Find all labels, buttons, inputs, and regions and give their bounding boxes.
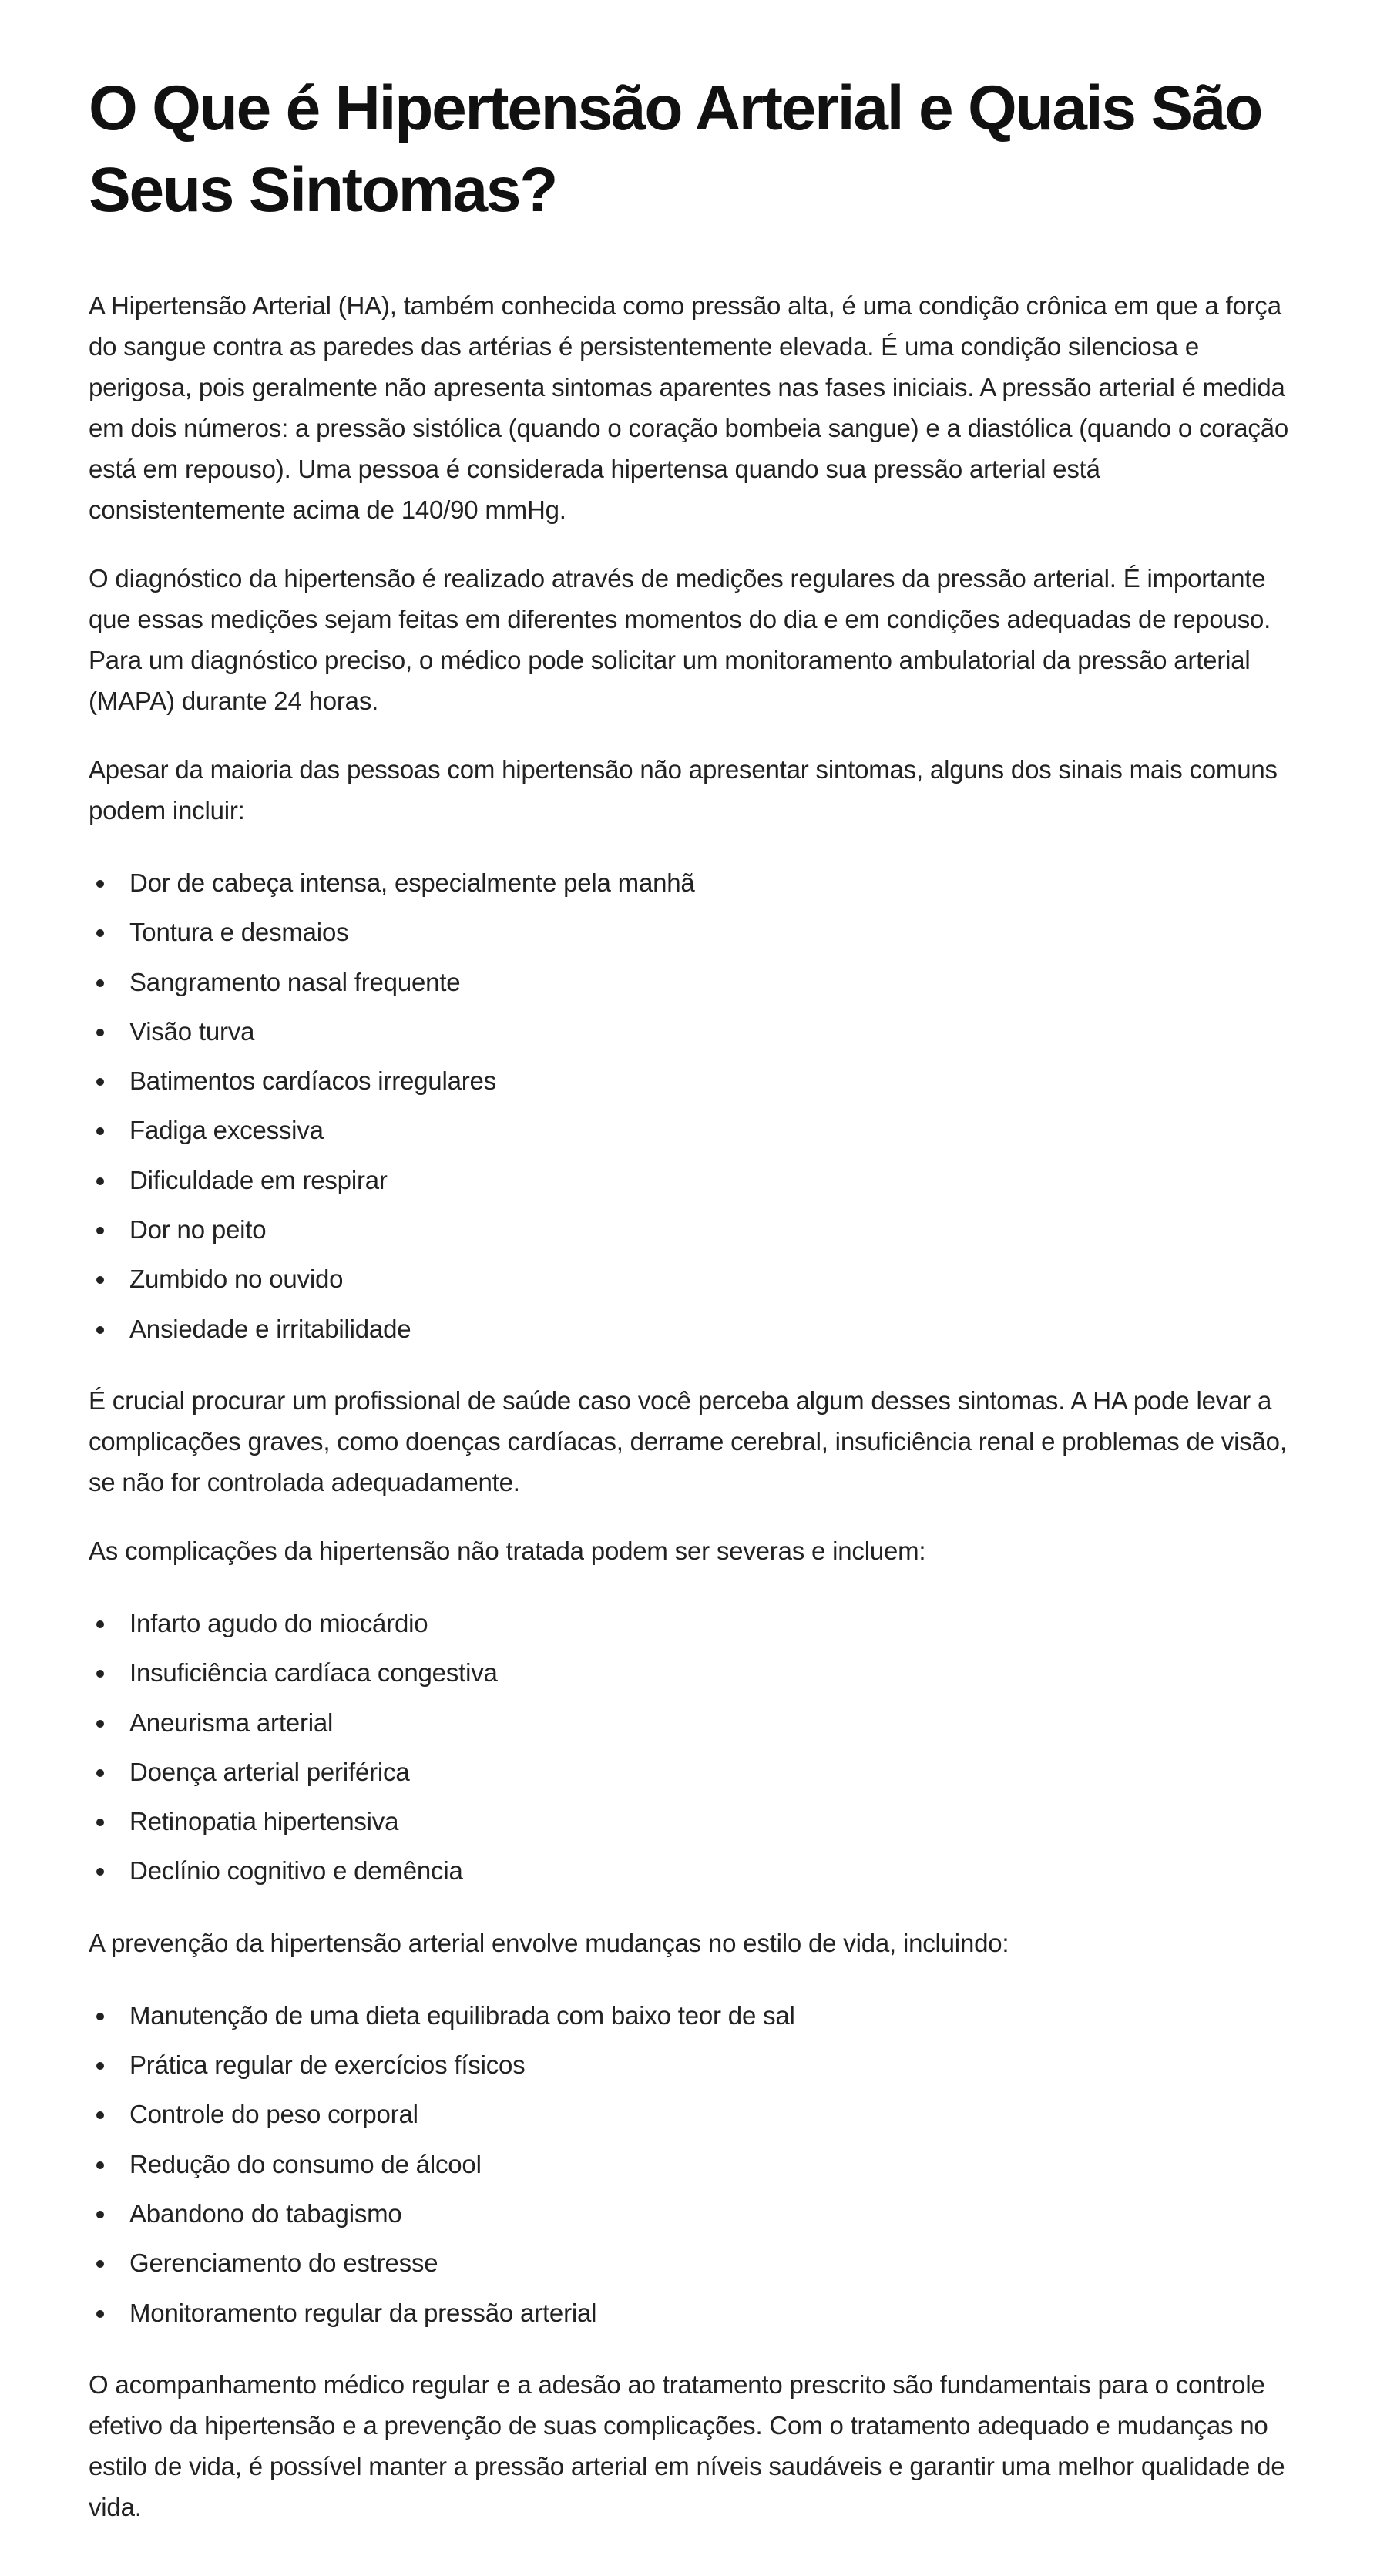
list-item: Controle do peso corporal <box>89 2090 1298 2139</box>
list-item: Doença arterial periférica <box>89 1748 1298 1797</box>
list-item: Batimentos cardíacos irregulares <box>89 1056 1298 1106</box>
list-item: Retinopatia hipertensiva <box>89 1797 1298 1846</box>
complications-intro-paragraph: As complicações da hipertensão não tratada podem ser severas e incluem: <box>89 1536 926 1565</box>
symptoms-list <box>89 858 1298 1354</box>
list-item: Infarto agudo do miocárdio <box>89 1599 1298 1648</box>
list-item: Redução do consumo de álcool <box>89 2140 1298 2189</box>
diagnosis-paragraph: O diagnóstico da hipertensão é realizado através de medições regulares da pressão arterial. É importante que essas medições sejam feitas em diferentes momentos do dia e em condições adequadas de repouso. Para um diagnóstico preciso, o médico pode solicitar um monitoramento ambulatorial da pressão arterial (MAPA) durante 24 horas. <box>89 564 1271 715</box>
list-item: Visão turva <box>89 1007 1298 1056</box>
article <box>89 68 1298 2555</box>
list-item: Abandono do tabagismo <box>89 2189 1298 2238</box>
list-item: Monitoramento regular da pressão arterial <box>89 2289 1298 2338</box>
list-item: Dificuldade em respirar <box>89 1156 1298 1205</box>
page-title: O Que é Hipertensão Arterial e Quais São Seus Sintomas? <box>89 73 1262 225</box>
list-item: Sangramento nasal frequente <box>89 958 1298 1007</box>
list-item: Tontura e desmaios <box>89 908 1298 957</box>
list-item: Declínio cognitivo e demência <box>89 1846 1298 1896</box>
conclusion-paragraph: O acompanhamento médico regular e a adesão ao tratamento prescrito são fundamentais para o controle efetivo da hipertensão e a prevenção de suas complicações. Com o tratamento adequado e mudanças no estilo de vida, é possível manter a pressão arterial em níveis saudáveis e garantir uma melhor qualidade de vida. <box>89 2369 1285 2521</box>
list-item: Manutenção de uma dieta equilibrada com baixo teor de sal <box>89 1991 1298 2040</box>
list-item: Dor de cabeça intensa, especialmente pela manhã <box>89 858 1298 908</box>
list-item: Fadiga excessiva <box>89 1106 1298 1155</box>
list-item: Gerenciamento do estresse <box>89 2238 1298 2288</box>
symptoms-intro-paragraph: Apesar da maioria das pessoas com hipertensão não apresentar sintomas, alguns dos sinais mais comuns podem incluir: <box>89 755 1278 825</box>
list-item: Insuficiência cardíaca congestiva <box>89 1648 1298 1698</box>
complications-list <box>89 1599 1298 1896</box>
prevention-list <box>89 1991 1298 2338</box>
list-item: Aneurisma arterial <box>89 1698 1298 1748</box>
prevention-intro-paragraph: A prevenção da hipertensão arterial envolve mudanças no estilo de vida, incluindo: <box>89 1928 1009 1957</box>
list-item: Dor no peito <box>89 1205 1298 1254</box>
intro-paragraph: A Hipertensão Arterial (HA), também conhecida como pressão alta, é uma condição crônica em que a força do sangue contra as paredes das artérias é persistentemente elevada. É uma condição silenciosa e perigosa, pois geralmente não apresenta sintomas aparentes nas fases iniciais. A pressão arterial é medida em dois números: a pressão sistólica (quando o coração bombeia sangue) e a diastólica (quando o coração está em repouso). Uma pessoa é considerada hipertensa quando sua pressão arterial está consistentemente acima de 140/90 mmHg. <box>89 291 1289 524</box>
list-item: Prática regular de exercícios físicos <box>89 2040 1298 2090</box>
list-item: Ansiedade e irritabilidade <box>89 1305 1298 1354</box>
warning-paragraph: É crucial procurar um profissional de saúde caso você perceba algum desses sintomas. A HA pode levar a complicações graves, como doenças cardíacas, derrame cerebral, insuficiência renal e problemas de visão, se não for controlada adequadamente. <box>89 1385 1287 1496</box>
list-item: Zumbido no ouvido <box>89 1254 1298 1304</box>
